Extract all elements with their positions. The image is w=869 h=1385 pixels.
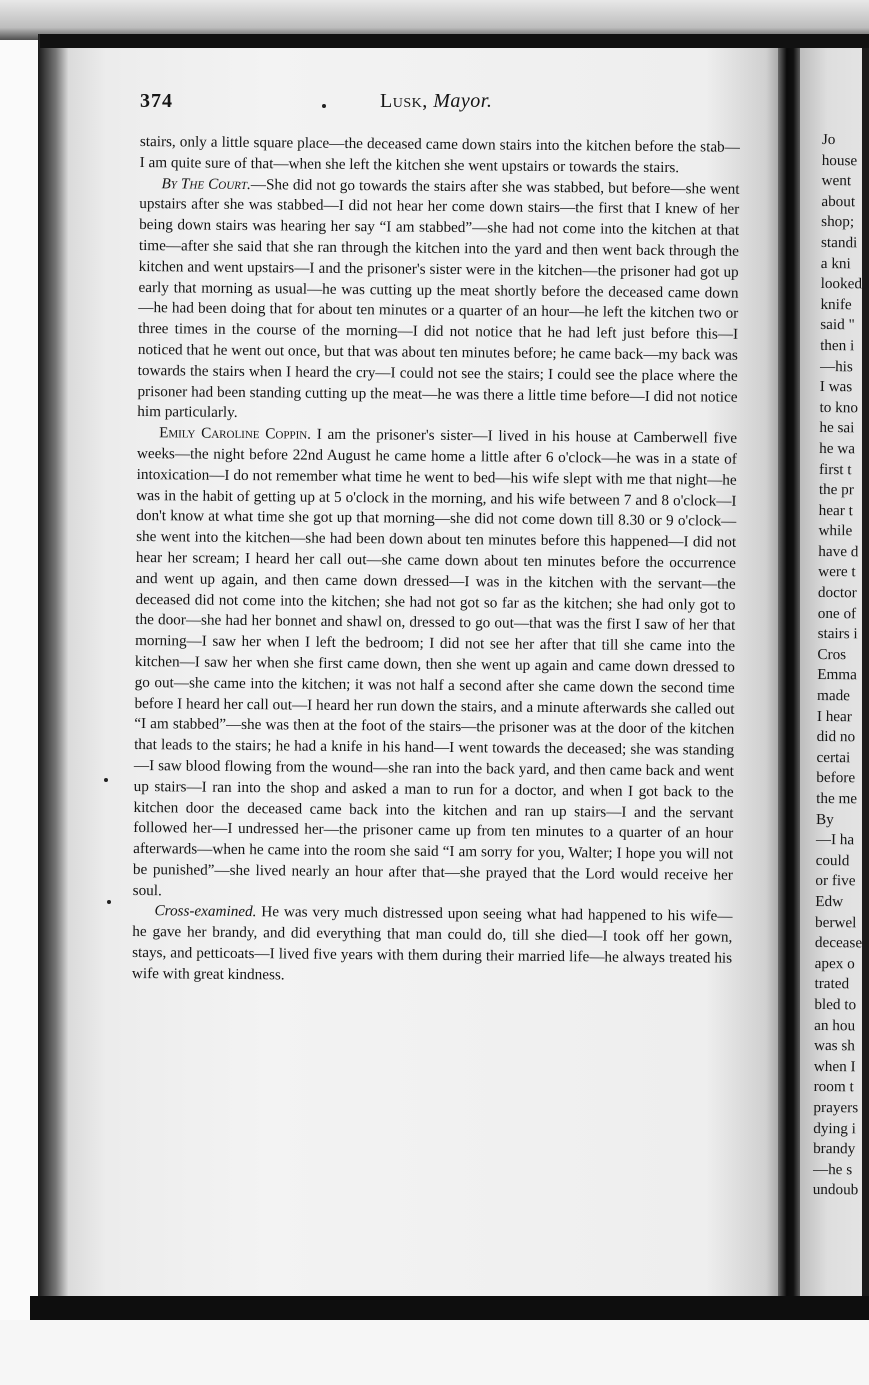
- right-page-line: —I ha: [815, 831, 855, 849]
- right-page-line: a kni: [820, 254, 851, 272]
- print-speck: [322, 104, 326, 108]
- right-page-line: while: [818, 522, 853, 540]
- right-page-line: house: [821, 151, 858, 169]
- right-page-line: Jo: [821, 130, 836, 149]
- left-page-edge: [38, 34, 68, 1304]
- right-page-line: then i: [820, 336, 855, 355]
- right-page-line: Emma: [817, 666, 857, 684]
- right-page-line: doctor: [817, 584, 857, 602]
- right-page-line: prayers: [813, 1098, 859, 1117]
- bottom-shadow: [30, 1296, 869, 1320]
- speaker-label: By The Court.: [161, 174, 251, 193]
- right-page-line: room t: [813, 1078, 854, 1096]
- right-page-line: went: [821, 172, 852, 190]
- right-page-line: knife: [820, 295, 852, 314]
- right-edge-shadow: [862, 48, 869, 1298]
- right-page-line: I hear: [816, 707, 852, 725]
- right-page-line: berwel: [815, 913, 857, 931]
- page-body: [132, 132, 740, 990]
- right-page-line: —his: [819, 357, 853, 375]
- page-header: [140, 90, 760, 120]
- witness-name: Emily Caroline Coppin.: [159, 424, 312, 443]
- right-page-line: looked: [820, 275, 863, 293]
- right-page-line: certai: [816, 748, 851, 767]
- running-head-role: Mayor.: [433, 90, 493, 112]
- right-page-line: said ": [820, 316, 855, 334]
- right-page-line: or five: [815, 872, 856, 890]
- right-page: [800, 48, 869, 1298]
- running-head: [380, 90, 492, 113]
- right-page-line: stairs i: [817, 625, 858, 643]
- right-page-line: decease: [814, 934, 863, 952]
- bottom-margin: [0, 1320, 869, 1385]
- print-speck: [104, 778, 108, 782]
- paragraph-4-text: He was very much distressed upon seeing what had happened to his wife—he gave her brandy, and did everything that man could do, till she died—I took off her gown, stays, and petticoats—I lived five years with them during their married life—he always treated his wife with great kindness.: [131, 903, 733, 984]
- right-page-line: brandy: [813, 1140, 856, 1158]
- right-page-line: could: [815, 851, 850, 870]
- right-page-line: shop;: [821, 213, 855, 231]
- right-page-line: he wa: [819, 439, 856, 458]
- right-page-line: I was: [819, 378, 853, 396]
- right-page-line: Cros: [817, 645, 847, 664]
- paragraph-2: [137, 174, 739, 429]
- right-page-line: the me: [816, 789, 858, 808]
- right-page-line: —he s: [812, 1160, 853, 1178]
- right-page-column: [813, 130, 869, 1201]
- running-head-name: Lusk,: [380, 90, 428, 112]
- top-page-edge: [40, 34, 869, 48]
- right-page-line: about: [821, 192, 856, 211]
- right-page-line: to kno: [819, 398, 859, 417]
- right-page-line: one of: [817, 604, 857, 622]
- right-page-line: an hou: [814, 1016, 856, 1034]
- right-page-line: standi: [820, 233, 858, 252]
- right-page-line: trated: [814, 975, 850, 993]
- right-page-line: By: [815, 810, 834, 828]
- page-number: 374: [140, 90, 173, 112]
- right-page-line: was sh: [813, 1037, 856, 1055]
- right-page-line: were t: [818, 563, 856, 581]
- right-page-line: apex o: [814, 954, 855, 973]
- cross-examined-label: Cross-examined.: [154, 902, 257, 921]
- right-page-line: undoub: [812, 1181, 859, 1199]
- paragraph-1: stairs, only a little square place—the deceased came down stairs into the kitchen before the stab—I am quite sure of that—when she left the kitchen she went upstairs or towards the stairs.: [139, 132, 740, 176]
- right-page-line: before: [816, 769, 856, 787]
- print-speck: [107, 900, 111, 904]
- book-gutter: [778, 48, 800, 1298]
- right-page-line: the pr: [818, 481, 854, 499]
- right-page-line: hear t: [818, 501, 853, 519]
- right-page-line: did no: [816, 728, 856, 746]
- right-page-line: made: [816, 687, 851, 705]
- right-page-line: he sai: [819, 419, 855, 437]
- right-page-line: first t: [818, 460, 852, 478]
- right-page-line: dying i: [813, 1119, 856, 1137]
- right-page-line: bled to: [814, 995, 857, 1014]
- paragraph-3-text: I am the prisoner's sister—I lived in his house at Camberwell five weeks—the night before 22nd August he came home a little after 6 o'clock—he was in a state of intoxication—I do not remember what time he went to bed—his wife slept with me that night—he was in the habit of getting up at 5 o'clock in the morning, and his wife between 7 and 8 o'clock—I don't know at what time she got up that morning—she did not come down till 8.30 or 9 o'clock—she went into the kitchen—she had been down about ten minutes before this happened—I did not hear her scream; I heard her call out—she came down about ten minutes before the occurrence and went up again, and then came down dressed—I was in the kitchen with the servant—the deceased did not come into the kitchen; she had not got so far as the kitchen; she had only got to the door—she had her bonnet and shawl on, dressed to go out—that was the first I saw of her that morning—I saw her when I left the bedroom; I did not see her after that till she came into the kitchen—I saw her when she first came down, then she went up again and came down dressed to go out—she came into the kitchen; it was not half a second after she came down the second time before I heard her call out—I heard her run down the stairs, and a minute afterwards she called out “I am stabbed”—she was then at the foot of the stairs—the prisoner was at the door of the kitchen that leads to the stairs; he had a knife in his hand—I went towards the deceased; she was standing—I saw blood flowing from the wound—she ran into the back yard, and then came back and went up stairs—I ran into the shop and asked a man to run for a doctor, and when I got back to the kitchen door the deceased came back into the kitchen and ran up stairs—I and the servant followed her—I undressed her—the prisoner came up from ten minutes to a quarter of an hour afterwards—when he came into the room she said “I am sorry for you, Walter; I hope you will not be punished”—she lived nearly an hour after that—she prayed that the Lord would receive her soul.: [132, 425, 738, 899]
- paragraph-4: [132, 901, 733, 990]
- right-page-line: Edw: [815, 892, 844, 911]
- left-margin: [0, 40, 38, 1385]
- paragraph-2-text: —She did not go towards the stairs after she was stabbed, but before—she went upstairs after she was stabbed—I did not hear her come down stairs—the first that I knew of her being down stairs was hearing her say “I am stabbed”—she had not come into the kitchen at that time—after she said that she ran through the kitchen into the yard and then went back through the kitchen and went upstairs—I and the prisoner's sister were in the kitchen—the prisoner had got up early that morning as usual—he was cutting up the meat shortly before the deceased came down—he had been doing that for about ten minutes or a quarter of an hour—he left the kitchen two or three times in the course of the morning—I did not notice that he had left just before this—I noticed that he went out once, but that was about ten minutes before; he came back—my back was towards the stairs when I heard the cry—I could not see the stairs; I could see the place where the prisoner had been standing cutting up the meat—he was there a little time before—I did not notice him particularly.: [137, 175, 740, 422]
- right-page-line: when I: [813, 1057, 856, 1076]
- paragraph-3: [133, 423, 738, 907]
- right-page-line: have d: [818, 542, 859, 561]
